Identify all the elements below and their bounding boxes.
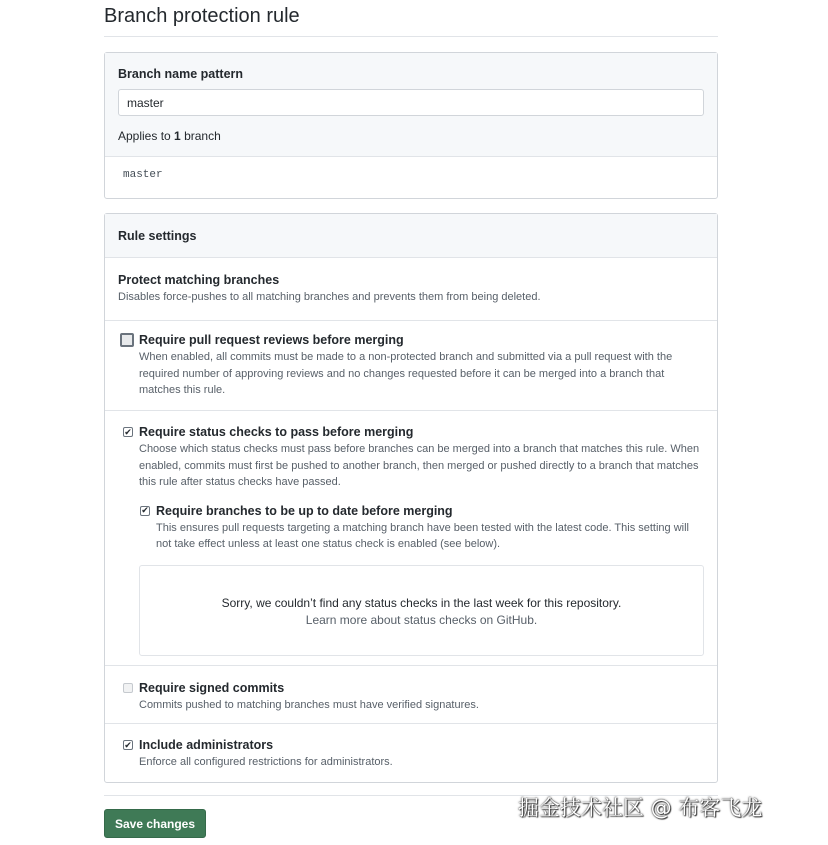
branch-pattern-header [105, 53, 717, 157]
status-checks-checkbox[interactable]: ✔ [124, 426, 132, 437]
title-divider [104, 36, 718, 37]
applies-count: 1 [174, 129, 181, 143]
reviews-description: When enabled, all commits must be made to a non-protected branch and submitted via a pull request with the required number of approving reviews and no changes requested before it can be merged into a branch that matches this rule. [139, 351, 673, 396]
signed-commits-description: Commits pushed to matching branches must have verified signatures. [139, 699, 479, 711]
rule-settings-header [105, 214, 717, 258]
protect-section [105, 258, 717, 321]
signed-commits-checkbox[interactable] [123, 683, 133, 693]
learn-more-link[interactable]: Learn more about status checks on GitHub. [305, 612, 538, 627]
signed-commits-section [105, 666, 717, 724]
applies-prefix: Applies to [118, 129, 175, 143]
signed-commits-option [118, 681, 704, 714]
no-status-checks-message: Sorry, we couldn’t find any status checks in the last week for this repository. [221, 595, 622, 610]
protect-description: Disables force-pushes to all matching branches and prevents them from being deleted. [118, 291, 541, 303]
reviews-option [118, 333, 704, 399]
protect-title: Protect matching branches [118, 273, 280, 287]
up-to-date-checkbox[interactable]: ✔ [141, 505, 149, 515]
up-to-date-option [135, 504, 704, 553]
applies-suffix: branch [180, 129, 221, 143]
status-checks-option [118, 425, 704, 491]
rule-settings-panel [104, 213, 718, 783]
admins-section [105, 724, 717, 782]
rule-settings-title: Rule settings [118, 229, 197, 243]
admins-description: Enforce all configured restrictions for administrators. [139, 756, 393, 768]
watermark-text: 掘金技术社区 @ 布客飞龙 [518, 796, 763, 820]
branch-pattern-panel [104, 52, 718, 199]
branch-pattern-input[interactable] [118, 89, 704, 116]
branch-pattern-label: Branch name pattern [118, 67, 244, 81]
status-checks-title[interactable]: Require status checks to pass before merging [139, 425, 414, 439]
applies-count-text [118, 129, 704, 143]
admins-title[interactable]: Include administrators [139, 738, 274, 752]
status-checks-description: Choose which status checks must pass before branches can be merged into a branch that matches this rule. When enabled, commits must first be pushed to another branch, then merged or pushed directly to a branch that matches this rule after status checks have passed. [139, 443, 700, 488]
admins-option [118, 738, 704, 771]
signed-commits-title[interactable]: Require signed commits [139, 681, 285, 695]
page-title: Branch protection rule [104, 5, 300, 27]
reviews-title[interactable]: Require pull request reviews before merging [139, 333, 404, 347]
status-checks-section [105, 411, 717, 666]
reviews-checkbox[interactable] [120, 333, 134, 347]
status-checks-empty-panel [139, 565, 704, 656]
admins-checkbox[interactable]: ✔ [124, 739, 132, 750]
reviews-section [105, 321, 717, 411]
save-changes-button[interactable]: Save changes [104, 809, 206, 838]
up-to-date-title[interactable]: Require branches to be up to date before merging [156, 503, 453, 518]
up-to-date-description: This ensures pull requests targeting a matching branch have been tested with the latest code. This setting will not take effect unless at least one status check is enabled (see below). [156, 521, 689, 550]
matched-branch-name: master [123, 169, 163, 181]
